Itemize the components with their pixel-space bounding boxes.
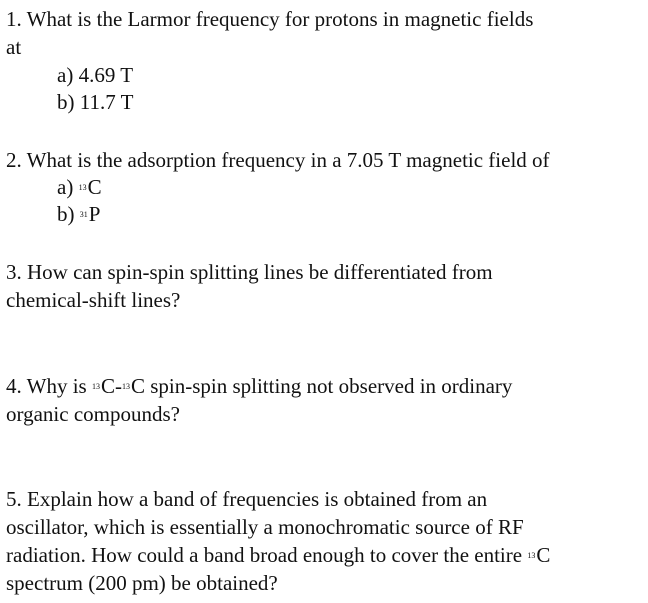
question-5-line-4: spectrum (200 pm) be obtained?	[6, 571, 278, 595]
question-4-line-2: organic compounds?	[6, 402, 180, 426]
question-5-line-1: 5. Explain how a band of frequencies is obtained from an	[6, 487, 488, 511]
text: C-	[100, 374, 122, 398]
part-label: b)	[57, 202, 75, 226]
question-5-line-2: oscillator, which is essentially a monochromatic source of RF	[6, 515, 524, 539]
text: C	[536, 543, 551, 567]
question-1-part-a	[57, 62, 133, 88]
text: C spin-spin splitting not observed in ordinary	[130, 374, 513, 398]
question-1-part-b	[57, 89, 133, 115]
text: radiation. How could a band broad enough to cover the entire	[6, 543, 528, 567]
question-3-line-1: 3. How can spin-spin splitting lines be differentiated from	[6, 260, 493, 284]
element-symbol: P	[88, 202, 101, 226]
question-3-line-2: chemical-shift lines?	[6, 288, 181, 312]
question-2-part-a	[57, 174, 102, 200]
part-text: 11.7 T	[79, 90, 134, 114]
part-label: a)	[57, 175, 74, 199]
question-1-line-1: 1. What is the Larmor frequency for protons in magnetic fields	[6, 7, 534, 31]
question-5-line-3	[6, 542, 550, 568]
part-label: a)	[57, 63, 74, 87]
question-4-line-1	[6, 373, 512, 399]
isotope-mass-number: 13	[78, 183, 87, 192]
isotope-mass-number: 13	[527, 551, 536, 560]
element-symbol: C	[87, 175, 102, 199]
text: 4. Why is	[6, 374, 92, 398]
isotope-mass-number: 31	[79, 210, 88, 219]
part-label: b)	[57, 90, 75, 114]
question-1-line-2: at	[6, 35, 22, 59]
isotope-mass-number: 13	[91, 382, 100, 391]
part-text: 4.69 T	[78, 63, 134, 87]
isotope-mass-number: 13	[121, 382, 130, 391]
question-2-line-1: 2. What is the adsorption frequency in a 7.05 T magnetic field of	[6, 148, 550, 172]
question-2-part-b	[57, 201, 100, 227]
